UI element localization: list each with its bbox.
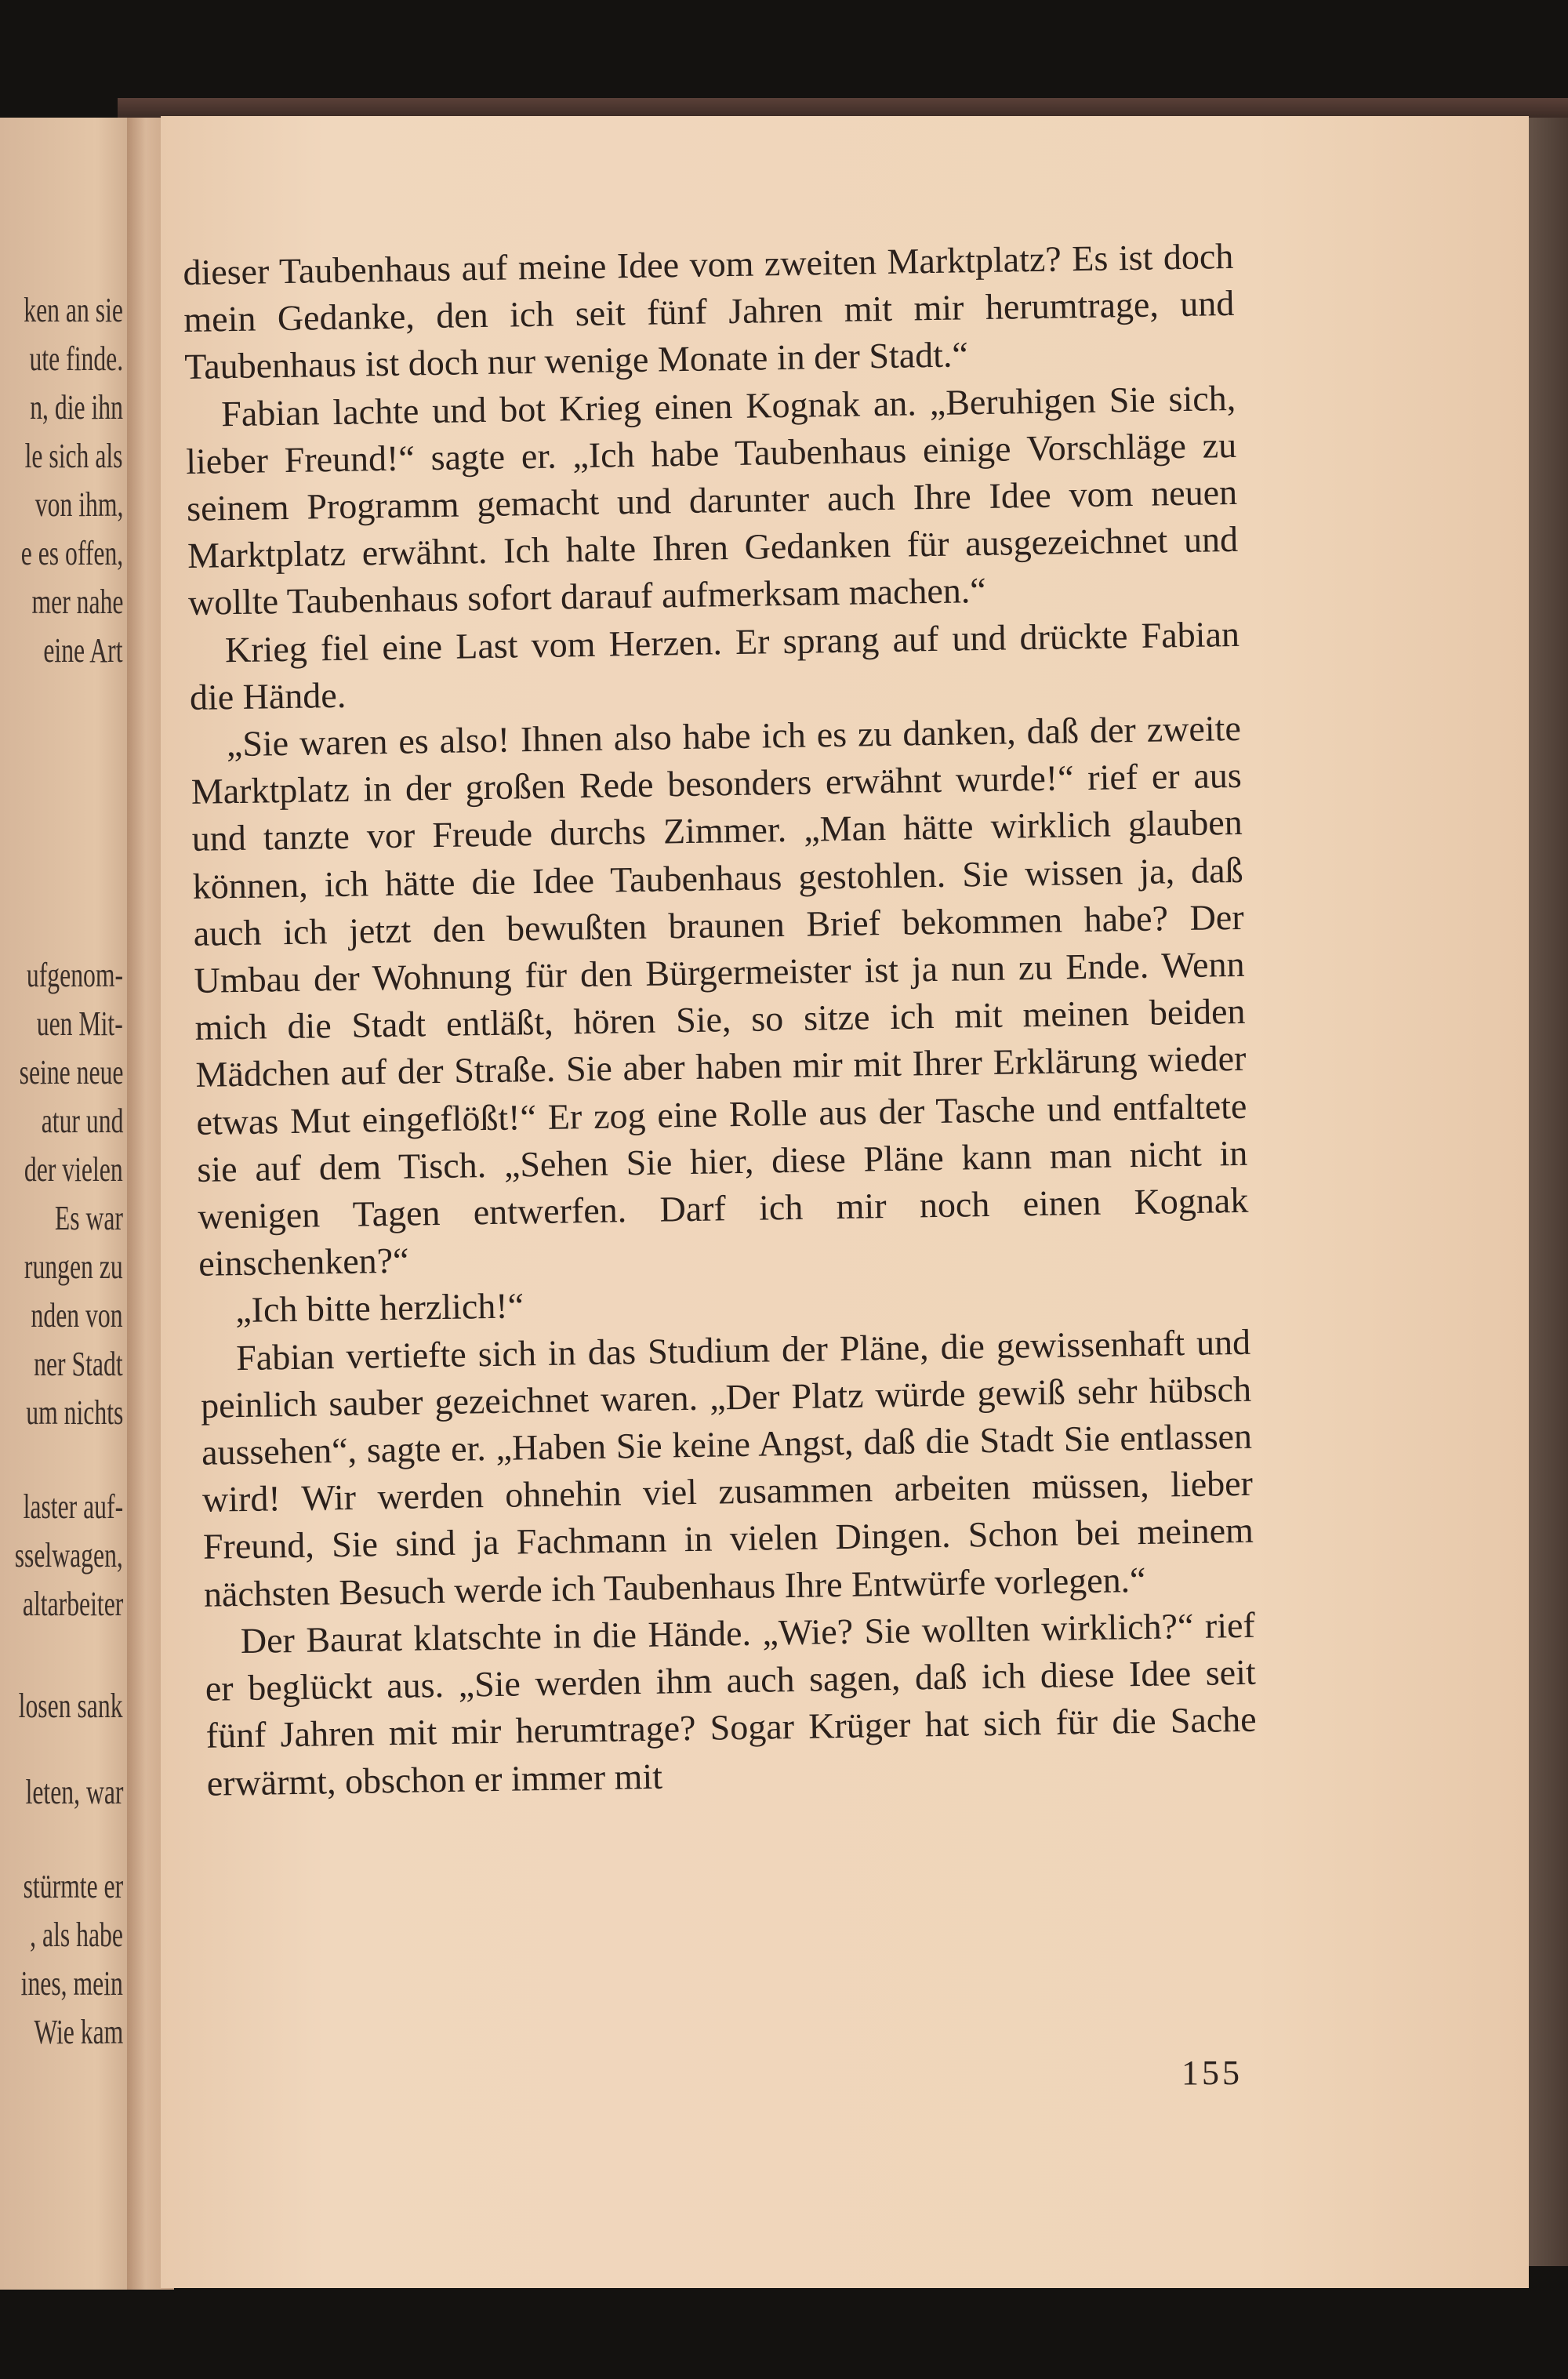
left-page-line: Es war (54, 1199, 123, 1237)
left-page-line: von ihm, (34, 485, 123, 524)
left-page-line: ner Stadt (34, 1345, 123, 1383)
paragraph: Der Baurat klatschte in die Hände. „Wie? Sie wollten wirklich?“ rief er beglückt aus. „Sie werden ihm auch sagen, daß ich diese Idee seit fünf Jahren mit mir herumtrage? Sogar Krüger hat sich für die Sache erwärmt, obschon er immer mit (205, 1604, 1258, 1803)
left-page-line: der vielen (24, 1150, 123, 1189)
left-page-line: Wie kam (34, 2013, 123, 2051)
right-page (161, 116, 1529, 2288)
left-page-line: laster auf- (23, 1487, 123, 1526)
page-text (183, 233, 1258, 1807)
left-page-line: ken an sie (24, 291, 123, 329)
left-page-line: ute finde. (29, 340, 123, 378)
left-page (0, 118, 137, 2290)
paragraph: Fabian vertiefte sich in das Studium der Pläne, die gewissenhaft und peinlich sauber gezeichnet waren. „Der Platz würde gewiß sehr hübsch aussehen“, sagte er. „Haben Sie keine Angst, daß die Stadt Sie entlassen wird! Wir werden ohnehin viel zusammen arbeiten müssen, lieber Freund, Sie sind ja Fachmann in vielen Dingen. Schon bei meinem nächsten Besuch werde ich Taubenhaus Ihre Entwürfe vorlegen.“ (200, 1321, 1254, 1614)
left-page-line: altarbeiter (22, 1585, 123, 1623)
left-page-line: ufgenom- (26, 956, 123, 994)
left-page-line: uen Mit- (37, 1004, 123, 1043)
left-page-line: n, die ihn (30, 388, 123, 427)
left-page-line: losen sank (19, 1687, 123, 1725)
left-page-line: atur und (41, 1102, 123, 1140)
left-page-line: e es offen, (20, 534, 123, 572)
left-page-line: um nichts (25, 1393, 123, 1432)
paragraph: dieser Taubenhaus auf meine Idee vom zweiten Marktplatz? Es ist doch mein Gedanke, den ich seit fünf Jahren mit mir herumtrage, und Taubenhaus ist doch nur wenige Monate in der Stadt.“ (183, 235, 1235, 387)
left-page-line: ines, mein (20, 1964, 123, 2003)
paragraph: „Ich bitte herzlich!“ (234, 1285, 524, 1331)
page-number: 155 (1181, 2054, 1243, 2092)
paragraph: Krieg fiel eine Last vom Herzen. Er sprang auf und drückte Fabian die Hände. (189, 613, 1240, 717)
left-page-line: eine Art (43, 631, 123, 670)
left-page-line: le sich als (25, 437, 123, 475)
left-page-line: nden von (31, 1296, 123, 1335)
left-page-line: seine neue (19, 1053, 123, 1091)
left-page-line: rungen zu (24, 1248, 123, 1286)
left-page-line: mer nahe (31, 583, 123, 621)
paragraph: „Sie waren es also! Ihnen also habe ich es zu danken, daß der zweite Marktplatz in der großen Rede besonders erwähnt wurde!“ rief er aus und tanzte vor Freude durchs Zimmer. „Man hätte wirklich glauben können, ich hätte die Idee Taubenhaus gestohlen. Sie wissen ja, daß auch ich jetzt den bewußten braunen Brief bekommen habe? Der Umbau der Wohnung für den Bürgermeister ist ja nun zu Ende. Wenn mich die Stadt entläßt, hören Sie, so sitze ich mit meinen beiden Mädchen auf der Straße. Sie aber haben mir mit Ihrer Erklärung wieder etwas Mut eingeflößt!“ Er zog eine Rolle aus der Tasche und entfaltete sie auf dem Tisch. „Sehen Sie hier, diese Pläne kann man nicht in wenigen Tagen entwerfen. Darf ich mir noch einen Kognak einschenken?“ (191, 707, 1249, 1284)
left-page-line: leten, war (25, 1773, 123, 1811)
paragraph: Fabian lachte und bot Krieg einen Kognak an. „Beruhigen Sie sich, lieber Freund!“ sagte er. „Ich habe Taubenhaus einige Vorschläge zu seinem Programm gemacht und darunter auch Ihre Idee vom neuen Marktplatz erwähnt. Ich halte Ihren Gedanken für ausgezeichnet und wollte Taubenhaus sofort darauf aufmerksam machen.“ (185, 377, 1239, 623)
left-page-line: , als habe (30, 1916, 123, 1954)
left-page-line: stürmte er (23, 1867, 123, 1905)
left-page-line: sselwagen, (14, 1536, 123, 1574)
